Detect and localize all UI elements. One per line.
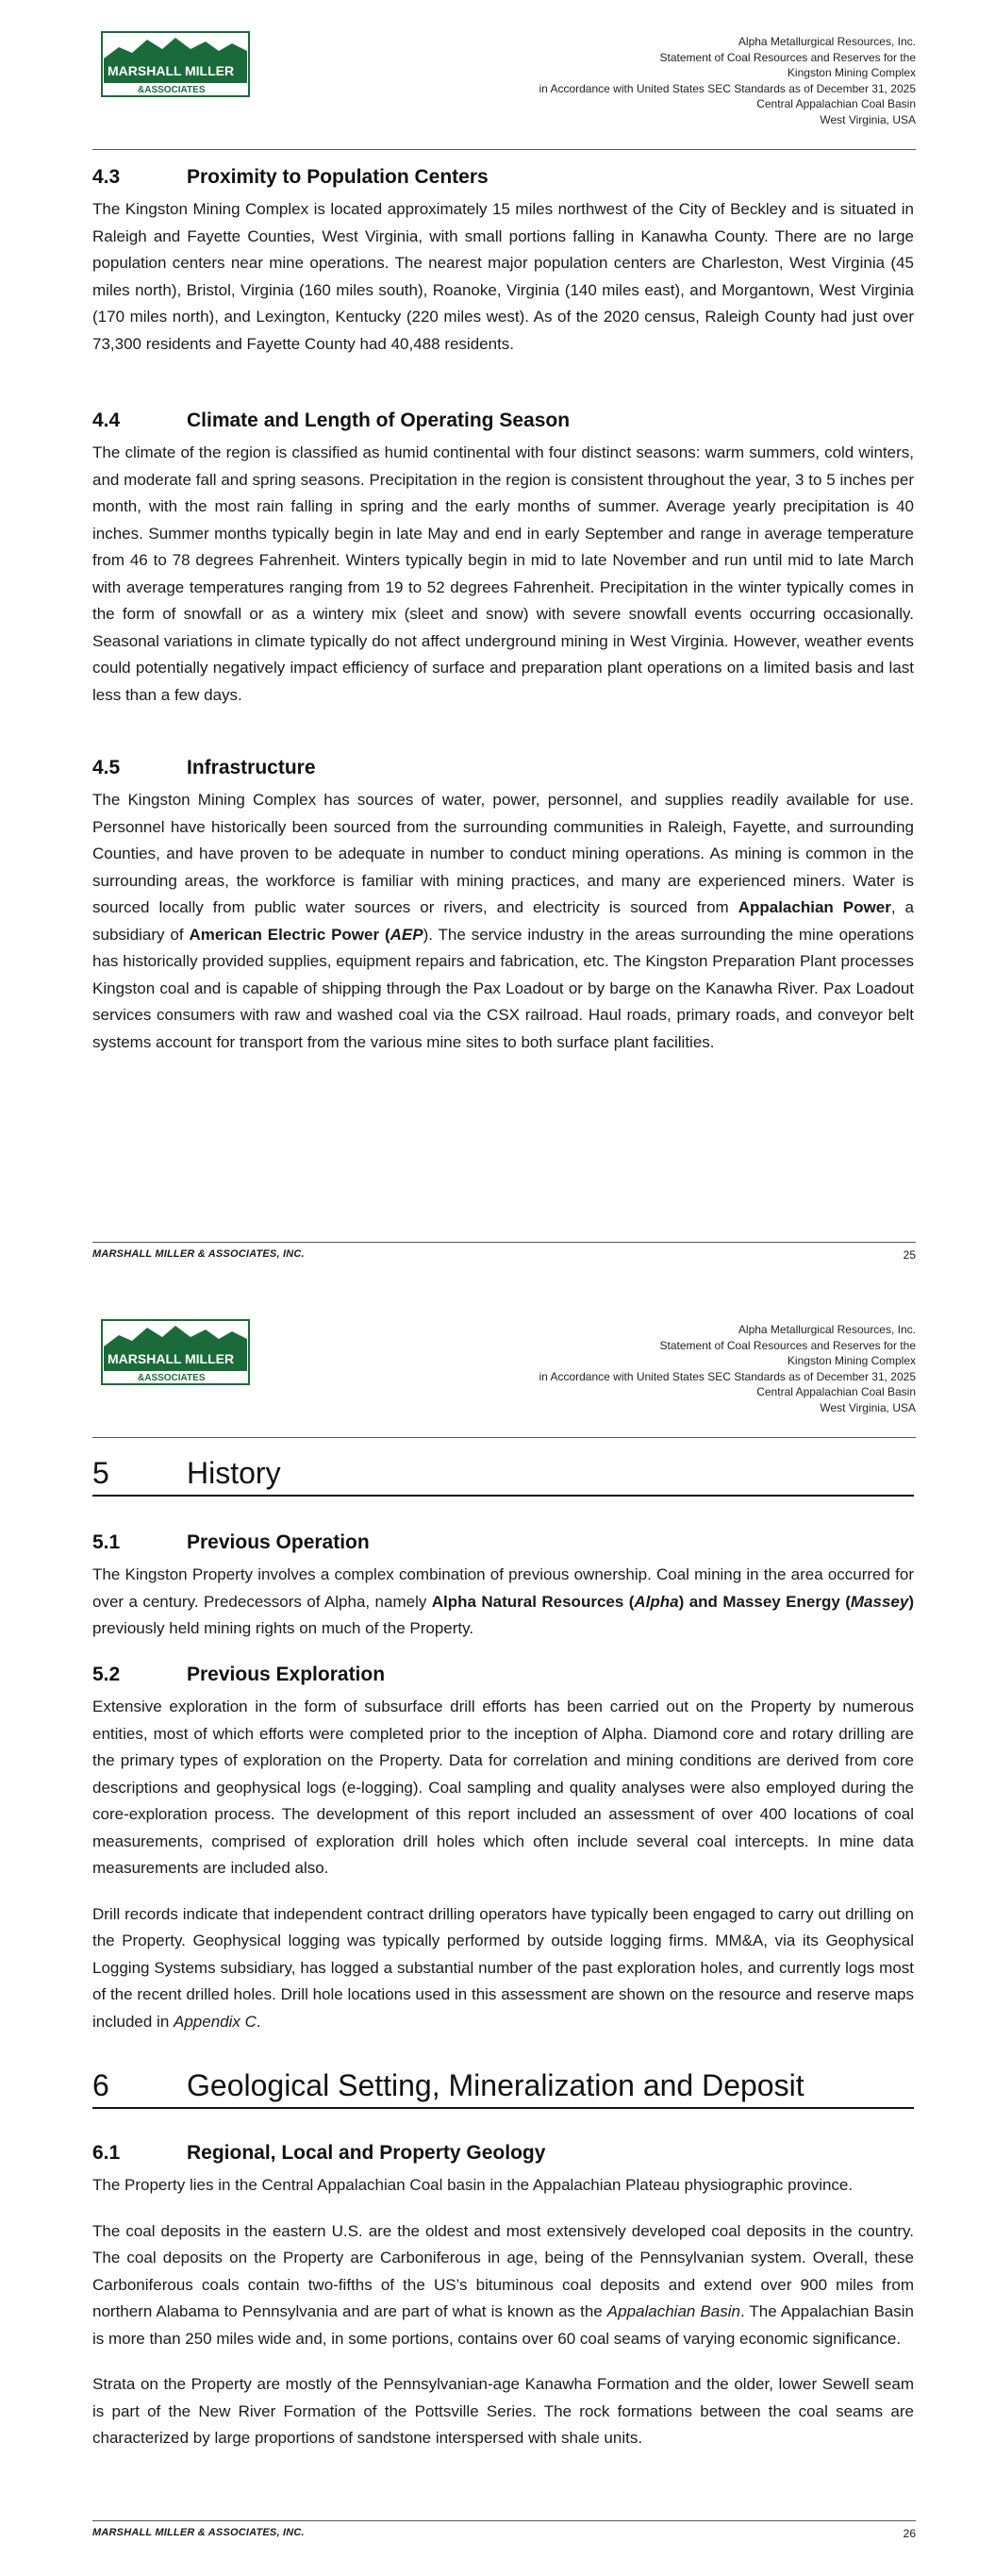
emphasis-text: American Electric Power — [189, 925, 380, 944]
svg-text:MARSHALL: MARSHALL — [108, 1351, 182, 1366]
emphasis-text: AEP — [390, 925, 423, 944]
section-heading: 5.1 Previous Operation — [92, 1531, 370, 1553]
svg-text:&ASSOCIATES: &ASSOCIATES — [138, 1373, 206, 1383]
page-footer — [92, 2520, 916, 2542]
section-heading: 5.2 Previous Exploration — [92, 1664, 386, 1685]
header-line: Central Appalachian Coal Basin — [756, 97, 916, 110]
section-4-4 — [92, 410, 914, 709]
footer-firm-name: MARSHALL MILLER & ASSOCIATES, INC. — [92, 1248, 305, 1260]
emphasis-text: Alpha — [634, 1592, 679, 1611]
paragraph: The Kingston Mining Complex has sources of water, power, personnel, and supplies readily available for use. Personnel have historically been sourced from the surrounding communities in Raleigh, Fayette, and surrounding Counties, and have proven to be adequate in number to conduct mining operations. As mining is common in the surrounding areas, the workforce is familiar with mining practices, and many are experienced miners. Water is sourced locally from public water sources or rivers, and electricity is sourced from Appalachian Power, a subsidiary of American Electric Power (AEP). The service industry in the areas surrounding the mine operations has historically provided supplies, equipment repairs and fabrication, etc. The Kingston Preparation Plant processes Kingston coal and is capable of shipping through the Pax Loadout or by barge on the Kanawha River. Pax Loadout services consumers with raw and washed coal via the CSX railroad. Haul roads, primary roads, and conveyor belt systems account for transport from the various mine sites to both surface plant facilities. — [92, 791, 914, 1051]
header-text-block — [539, 34, 916, 127]
svg-text:MILLER: MILLER — [185, 63, 235, 78]
emphasis-text: Massey Energy — [722, 1592, 840, 1611]
paragraph: Extensive exploration in the form of subsurface drill efforts has been carried out on the Property by numerous entities, most of which efforts were completed prior to the inception of Alpha. Diamond core and rotary drilling are the primary types of exploration on the Property. Data for correlation and mining conditions are derived from core descriptions and geophysical logs (e-logging). Coal sampling and quality analyses were also employed during the core-exploration process. The development of this report included an assessment of over 400 locations of coal measurements, comprised of exploration drill holes which often include several coal intercepts. In mine data measurements are included also. — [92, 1698, 914, 1877]
section-6 — [92, 2068, 914, 2109]
section-5 — [92, 1456, 914, 1497]
page-header — [92, 1314, 916, 1438]
emphasis-text: Appalachian Power — [738, 898, 891, 916]
paragraph: The Kingston Property involves a complex combination of previous ownership. Coal mining in the area occurred for over a century. Predecessors of Alpha, namely Alpha Natural Resources (Alpha) and Massey Energy (Massey) previously held mining rights on much of the Property. — [92, 1565, 914, 1637]
header-line: Alpha Metallurgical Resources, Inc. — [738, 1323, 916, 1336]
header-line: West Virginia, USA — [820, 1400, 916, 1414]
header-line: West Virginia, USA — [820, 112, 916, 126]
section-5-1 — [92, 1531, 914, 1643]
page-number: 25 — [903, 1248, 916, 1262]
page-footer — [92, 1242, 916, 1263]
emphasis-text: Massey — [850, 1592, 909, 1611]
paragraph: Drill records indicate that independent contract drilling operators have typically been engaged to carry out drilling on the Property. Geophysical logging was typically performed by outside logging firms. MM&A, via its Geophysical Logging Systems subsidiary, has logged a substantial number of the past exploration holes, and currently logs most of the recent drilled holes. Drill hole locations used in this assessment are shown on the resource and reserve maps included in Appendix C. — [92, 1904, 914, 2031]
page-number: 26 — [903, 2527, 916, 2540]
chapter-heading: 6 Geological Setting, Mineralization and Deposit — [92, 2068, 914, 2109]
section-heading: 4.5 Infrastructure — [92, 757, 316, 778]
header-line: in Accordance with United States SEC Standards as of December 31, 2025 — [539, 1369, 916, 1383]
paragraph: The Property lies in the Central Appalachian Coal basin in the Appalachian Plateau physiographic province. — [92, 2176, 854, 2194]
page-header — [92, 26, 916, 150]
section-heading: 4.3 Proximity to Population Centers — [92, 166, 489, 188]
header-line: Statement of Coal Resources and Reserves for the — [659, 1338, 916, 1352]
paragraph: Strata on the Property are mostly of the Pennsylvanian-age Kanawha Formation and the older, lower Sewell seam is part of the New River Formation of the Pottsville Series. The rock formations between the coal seams are characterized by large proportions of sandstone interspersed with shale units. — [92, 2375, 914, 2447]
section-heading: 6.1 Regional, Local and Property Geology — [92, 2142, 546, 2164]
header-line: Kingston Mining Complex — [787, 1354, 916, 1367]
section-heading: 4.4 Climate and Length of Operating Season — [92, 410, 571, 431]
paragraph: The Kingston Mining Complex is located approximately 15 miles northwest of the City of Beckley and is situated in Raleigh and Fayette Counties, West Virginia, with small portions falling in Kanawha County. There are no large population centers near mine operations. The nearest major population centers are Charleston, West Virginia (45 miles north), Bristol, Virginia (160 miles south), Roanoke, Virginia (140 miles east), and Morgantown, West Virginia (170 miles north), and Lexington, Kentucky (220 miles west). As of the 2020 census, Raleigh County had just over 73,300 residents and Fayette County had 40,488 residents. — [92, 200, 914, 353]
emphasis-text: Alpha Natural Resources — [431, 1592, 624, 1611]
section-4-5 — [92, 757, 914, 1056]
company-logo — [100, 30, 251, 98]
header-line: Kingston Mining Complex — [787, 66, 916, 79]
header-text-block — [539, 1322, 916, 1415]
paragraph: The coal deposits in the eastern U.S. are the oldest and most extensively developed coal deposits in the country. The coal deposits on the Property are Carboniferous in age, being of the Pennsylvanian system. Overall, these Carboniferous coals contain two-fifths of the US’s bituminous coal deposits and extend over 900 miles from northern Alabama to Pennsylvania and are part of what is known as the Appalachian Basin. The Appalachian Basin is more than 250 miles wide and, in some portions, contains over 60 coal seams of varying economic significance. — [92, 2221, 914, 2348]
section-5-2 — [92, 1664, 914, 2035]
header-line: in Accordance with United States SEC Standards as of December 31, 2025 — [539, 81, 916, 95]
header-line: Statement of Coal Resources and Reserves for the — [659, 50, 916, 64]
paragraph: The climate of the region is classified as humid continental with four distinct seasons: warm summers, cold winters, and moderate fall and spring seasons. Precipitation in the region is consistent throughout the year, 3 to 5 inches per month, with the most rain falling in spring and the early months of summer. Average yearly precipitation is 40 inches. Summer months typically begin in late May and end in early September and range in average temperature from 46 to 78 degrees Fahrenheit. Winters typically begin in mid to late November and run until mid to late March with average temperatures ranging from 19 to 52 degrees Fahrenheit. Precipitation in the winter typically comes in the form of snowfall or as a wintery mix (sleet and snow) with severe snowfall events occurring occasionally. Seasonal variations in climate typically do not affect underground mining in West Virginia. However, weather events could potentially negatively impact efficiency of surface and preparation plant operations on a limited basis and last less than a few days. — [92, 443, 914, 704]
page-26 — [0, 1288, 995, 2576]
svg-text:MARSHALL: MARSHALL — [108, 63, 182, 78]
svg-text:MILLER: MILLER — [185, 1351, 235, 1366]
section-6-1 — [92, 2142, 914, 2452]
header-line: Alpha Metallurgical Resources, Inc. — [738, 35, 916, 48]
section-4-3 — [92, 166, 914, 358]
chapter-heading: 5 History — [92, 1456, 914, 1497]
footer-firm-name: MARSHALL MILLER & ASSOCIATES, INC. — [92, 2527, 305, 2538]
header-line: Central Appalachian Coal Basin — [756, 1385, 916, 1398]
company-logo — [100, 1318, 251, 1386]
svg-text:&ASSOCIATES: &ASSOCIATES — [138, 85, 206, 95]
emphasis-text: Appalachian Basin — [606, 2302, 740, 2320]
emphasis-text: Appendix C — [174, 2012, 257, 2031]
